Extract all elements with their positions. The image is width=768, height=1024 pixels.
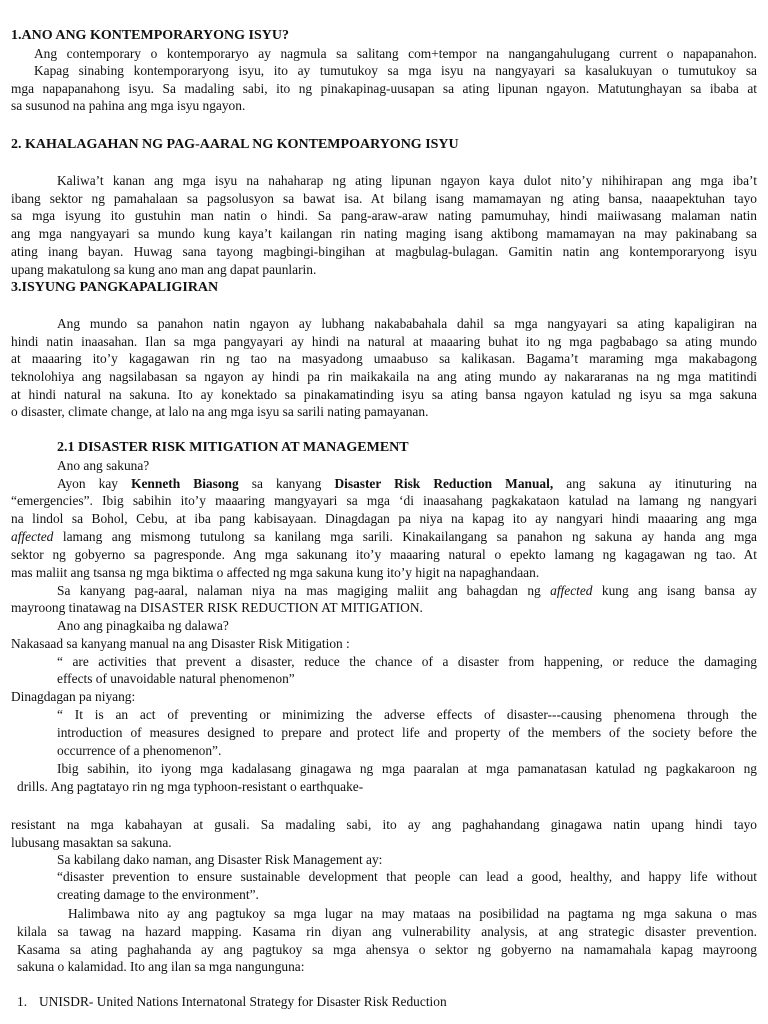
paragraph-line	[11, 528, 757, 545]
paragraph-line: kilala sa tawag na hazard mapping. Kasama rin diyan ang vulnerability analysis, at ang strategic disaster prevention.	[17, 924, 757, 939]
list-number: 1.	[17, 994, 28, 1009]
paragraph-line: Kaliwa’t kanan ang mga isyu na nahaharap ng ating lipunan ngayon kaya dulot nito’y nihihirapan ang mga iba’t	[57, 173, 757, 188]
section-heading: 1.ANO ANG KONTEMPORARYONG ISYU?	[11, 28, 289, 43]
section-heading: 2. KAHALAGAHAN NG PAG-AARAL NG KONTEMPOARYONG ISYU	[11, 137, 459, 152]
quote-line: creating damage to the environment”.	[57, 887, 259, 902]
quote-line: “ It is an act of preventing or minimizing the adverse effects of disaster---causing phenomena through the	[57, 707, 757, 722]
paragraph-line: Sa kabilang dako naman, ang Disaster Risk Management ay:	[57, 852, 383, 867]
book-title: Disaster Risk Reduction Manual,	[334, 476, 554, 491]
text-run: ang sakuna ay itinuturing na	[553, 476, 757, 491]
paragraph-line: ating inang bayan. Huwag sana tayong magbingi-bingihan at magbulag-bulagan. Gamitin natin ang kontemporaryong isyu	[11, 244, 757, 259]
paragraph-line: sektor ng gobyerno sa pagresponde. Ang mga sakunang ito’y maaaring natural o epekto lamang ng kagagawan ng tao. At	[11, 547, 757, 562]
emphasis-text: affected	[11, 529, 54, 544]
paragraph-line: Ibig sabihin, ito iyong mga kadalasang ginagawa ng mga paaralan at mga pamanatasan katulad ng pagkakaroon ng	[57, 761, 757, 776]
text-run: kung ang isang bansa ay	[592, 583, 757, 598]
paragraph-line: lubusang masaktan sa sakuna.	[11, 835, 172, 850]
quote-line: effects of unavoidable natural phenomenon”	[57, 671, 295, 686]
section-heading: 3.ISYUNG PANGKAPALIGIRAN	[11, 280, 219, 295]
paragraph-line: Ang mundo sa panahon natin ngayon ay lubhang nakababahala dahil sa mga nangyayari sa ating kapaligiran na	[57, 316, 757, 331]
paragraph-line: mayroong tinatawag na DISASTER RISK REDUCTION AT MITIGATION.	[11, 600, 423, 615]
paragraph-line: Dinagdagan pa niyang:	[11, 689, 136, 704]
paragraph-line: mga napapanahong isyu. Sa madaling sabi, ito ng pinakapinag-uusapan sa ating lipunan ngayon. Matutunghayan sa ibaba at	[11, 81, 757, 96]
author-name: Kenneth Biasong	[131, 476, 239, 491]
quote-line: introduction of measures designed to prepare and protect life and property of the members of the society before the	[57, 725, 757, 740]
text-run: sa kanyang	[238, 476, 335, 491]
list-item	[17, 993, 763, 1010]
paragraph-line: ibang sektor ng pamahalaan sa pagsolusyon sa bawat isa. At bilang isang mamamayan ng ating bansa, naaapektuhan tayo	[11, 191, 757, 206]
quote-line: “disaster prevention to ensure sustainable development that people can lead a good, healthy, and happy life without	[57, 869, 757, 884]
paragraph-line: Ang contemporary o kontemporaryo ay nagmula sa salitang com+tempor na nangangahulugang current o napapanahon.	[34, 46, 757, 61]
paragraph-line: Halimbawa nito ay ang pagtukoy sa mga lugar na may mataas na posibilidad na pagtama ng mga sakuna o mas	[68, 906, 757, 921]
paragraph-line: Ano ang pinagkaiba ng dalawa?	[57, 618, 229, 633]
quote-line: occurrence of a phenomenon”.	[57, 743, 222, 758]
paragraph-line: na lindol sa Bohol, Cebu, at iba pang kabisayaan. Dinagdagan pa niya na kapag ito ay nangyari hindi maaaring ang mga	[11, 511, 757, 526]
paragraph-line: mas maliit ang tsansa ng mga biktima o affected ng mga sakuna kung ito’y higit na napaghandaan.	[11, 565, 540, 580]
text-run: Sa kanyang pag-aaral, nalaman niya na mas magiging maliit ang bahagdan ng	[57, 583, 551, 598]
paragraph-line: Kapag sinabing kontemporaryong isyu, ito ay tumutukoy sa mga isyu na nangyayari sa kasalukuyan o tumutukoy sa	[34, 63, 757, 78]
paragraph-line: sakuna o kalamidad. Ito ang ilan sa mga nangunguna:	[17, 959, 305, 974]
paragraph-line	[57, 582, 757, 599]
paragraph-line: drills. Ang pagtatayo rin ng mga typhoon-resistant o earthquake-	[17, 779, 364, 794]
paragraph-line: Ano ang sakuna?	[57, 458, 150, 473]
paragraph-line: teknolohiya ang nagsilabasan sa ngayon ay hindi pa rin maikakaila na ang ating mundo ay nakararanas na ng mga matitindi	[11, 369, 757, 384]
paragraph-line: Kasama sa ating paghahanda ay ang pagtukoy sa mga ahensya o sektor ng gobyerno na namamahala kapag mayroong	[17, 942, 757, 957]
paragraph-line: upang makatulong sa kung ano man ang dapat paunlarin.	[11, 262, 317, 277]
text-run: lamang ang mismong tutulong sa kanilang mga sarili. Kinakailangang sa panahon ng sakuna ay handa ang mga	[53, 529, 757, 544]
quote-line: “ are activities that prevent a disaster, reduce the chance of a disaster from happening, or reduce the damaging	[57, 654, 757, 669]
paragraph-line	[57, 475, 757, 492]
subsection-heading: 2.1 DISASTER RISK MITIGATION AT MANAGEMENT	[57, 440, 409, 455]
emphasis-text: affected	[550, 583, 593, 598]
paragraph-line: “emergencies”. Ibig sabihin ito’y maaaring mangyayari sa mga ‘di inaasahang pagkakataon katulad na lamang ng nangyari	[11, 493, 757, 508]
paragraph-line: hindi natin inaasahan. Ilan sa mga pangyayari ay hindi na natural at maaaring buhat ito ng mga pagbabago sa ating mundo	[11, 334, 757, 349]
paragraph-line: o disaster, climate change, at lalo na ang mga isyu sa sarili nating pamayanan.	[11, 404, 429, 419]
paragraph-line: ang mga nangyayari sa mundo kung kaya’t kailangan rin nating maging isang aktibong mamamayan na may pakinabang sa	[11, 226, 757, 241]
text-run: Ayon kay	[57, 476, 132, 491]
list-item-text: UNISDR- United Nations Internatonal Strategy for Disaster Risk Reduction	[39, 994, 447, 1009]
paragraph-line: Nakasaad sa kanyang manual na ang Disaster Risk Mitigation :	[11, 636, 350, 651]
paragraph-line: sa susunod na pahina ang mga isyu ngayon.	[11, 98, 246, 113]
paragraph-line: sa mga isyung ito gustuhin man natin o hindi. Sa pang-araw-araw nating pamumuhay, hindi maiiwasang malaman natin	[11, 208, 757, 223]
paragraph-line: at maaaring ito’y kagagawan rin ng tao na masyadong umaabuso sa kalikasan. Bagama’t maraming mga makabagong	[11, 351, 757, 366]
paragraph-line: resistant na mga kabahayan at gusali. Sa madaling sabi, ito ay ang paghahandang ginagawa natin upang hindi tayo	[11, 817, 757, 832]
paragraph-line: at hindi natural na sakuna. Ito ay konektado sa pinakamatinding isyu sa ating bansa ngayon katulad ng isyu sa mga sakuna	[11, 387, 757, 402]
